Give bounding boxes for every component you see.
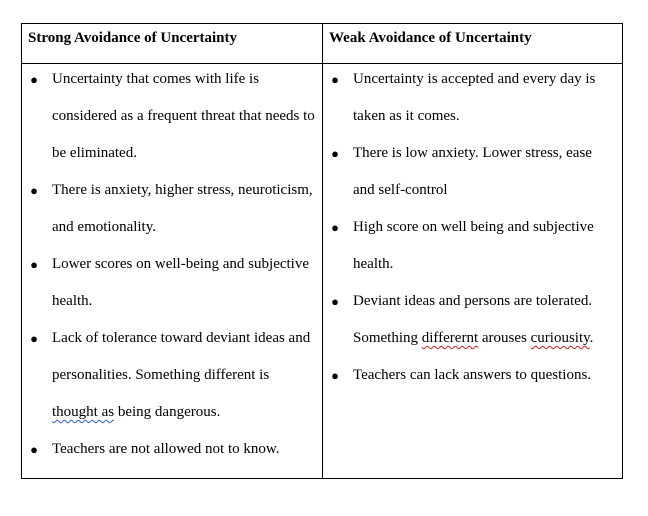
list-item-text: Lower scores on well-being and subjective health. — [52, 256, 309, 309]
bullet-icon: ● — [331, 72, 339, 87]
strong-avoidance-list — [27, 64, 317, 468]
comparison-table — [21, 23, 623, 479]
list-item-text: There is low anxiety. Lower stress, ease and self-control — [353, 145, 592, 198]
list-item-text: Uncertainty is accepted and every day is taken as it comes. — [353, 71, 596, 124]
bullet-icon: ● — [331, 294, 339, 309]
header-weak-avoidance: Weak Avoidance of Uncertainty — [329, 30, 532, 46]
spelling-flagged-word[interactable]: differernt — [421, 330, 479, 346]
list-item — [27, 61, 317, 172]
list-item — [328, 283, 615, 357]
weak-avoidance-list — [328, 64, 615, 394]
header-strong-avoidance: Strong Avoidance of Uncertainty — [28, 30, 238, 46]
list-item-text-part: Deviant ideas and persons are tolerated. Something — [353, 293, 593, 346]
spelling-flagged-word[interactable]: curiousity — [530, 330, 590, 346]
list-item — [27, 172, 317, 246]
bullet-icon: ● — [30, 331, 38, 346]
list-item — [328, 135, 615, 209]
bullet-icon: ● — [30, 183, 38, 198]
list-item-text — [52, 330, 310, 420]
list-item — [27, 431, 317, 468]
list-item-text: There is anxiety, higher stress, neuroticism, and emotionality. — [52, 182, 313, 235]
list-item — [328, 357, 615, 394]
list-item-text: Teachers are not allowed not to know. — [52, 441, 280, 457]
bullet-icon: ● — [331, 220, 339, 235]
list-item-text-part: arouses — [478, 330, 531, 346]
list-item-text-part: . — [589, 330, 594, 346]
list-item-text-part: Lack of tolerance toward deviant ideas and personalities. Something different is — [52, 330, 311, 383]
bullet-icon: ● — [30, 257, 38, 272]
list-item — [328, 209, 615, 283]
bullet-icon: ● — [30, 72, 38, 87]
list-item-text-part: being dangerous. — [114, 404, 221, 420]
bullet-icon: ● — [331, 368, 339, 383]
list-item-text: Uncertainty that comes with life is considered as a frequent threat that needs to be eliminated. — [52, 71, 315, 161]
column-divider — [322, 24, 323, 478]
list-item — [27, 246, 317, 320]
list-item-text — [353, 293, 593, 346]
list-item — [27, 320, 317, 431]
bullet-icon: ● — [30, 442, 38, 457]
grammar-flagged-text[interactable]: thought as — [52, 404, 115, 420]
list-item-text: Teachers can lack answers to questions. — [353, 367, 592, 383]
list-item-text: High score on well being and subjective health. — [353, 219, 594, 272]
bullet-icon: ● — [331, 146, 339, 161]
list-item — [328, 61, 615, 135]
